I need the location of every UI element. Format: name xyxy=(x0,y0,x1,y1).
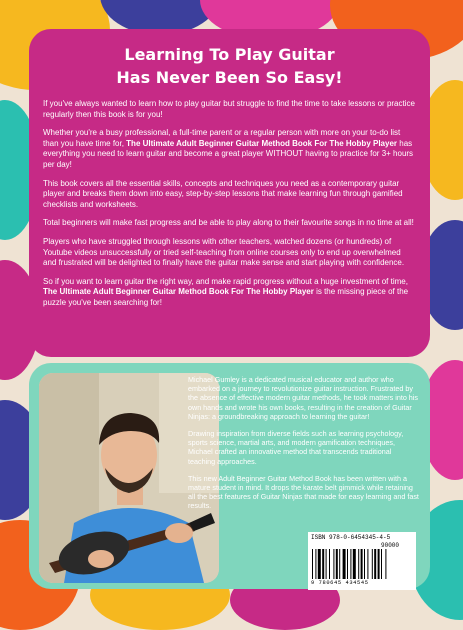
book-title-emphasis: The Ultimate Adult Beginner Guitar Method Book For The Hobby Player xyxy=(43,287,314,297)
author-bio-paragraph-3: This new Adult Beginner Guitar Method Book has been written with a mature student in mind. It drops the karate belt gimmick while retaining all the best features of Guitar Ninjas that made for easy learning and fast results. xyxy=(188,473,419,511)
headline-line-2: Has Never Been So Easy! xyxy=(116,68,343,87)
description-paragraph-6: So if you want to learn guitar the right way, and make rapid progress without a huge investment of time, The Ultimate Adult Beginner Guitar Method Book For The Hobby Player is the missing piece of the puzzle you've been searching for! xyxy=(43,276,409,307)
headline xyxy=(43,43,416,89)
description-paragraph-3: This book covers all the essential skills, concepts and techniques you need as a contemporary guitar player and breaks them down into easy, step-by-step lessons that make learning fun through gamified checklists and worksheets. xyxy=(43,178,403,209)
description-paragraph-1: If you've always wanted to learn how to play guitar but struggle to find the time to take lessons or practice regularly then this book is for you! xyxy=(43,99,415,119)
price-code: 90000 xyxy=(381,542,400,549)
isbn-number: ISBN 978-0-6454345-4-5 xyxy=(311,534,391,541)
description-paragraph-2: Whether you're a busy professional, a full-time parent or a regular person with more on your to-do list than you have time for, The Ultimate Adult Beginner Guitar Method Book For The Hobby Player has everything you need to learn guitar and become a great player WITHOUT having to practice for 3+ hours per day! xyxy=(43,128,414,169)
description-paragraph-5: Players who have struggled through lessons with other teachers, watched dozens (or hundreds) of Youtube videos unsuccessfully or tried self-teaching from online courses only to end up overwhelmed and frustrated will be delighted to finally have the guitar make sense and start playing with confidence. xyxy=(43,236,405,268)
author-bio-paragraph-2: Drawing inspiration from diverse fields such as learning psychology, sports science, martial arts, and modern gamification techniques, Michael crafted an innovative method that transcends traditional teaching approaches. xyxy=(188,429,404,466)
description-panel xyxy=(29,29,430,357)
barcode-bars xyxy=(312,549,412,579)
barcode-digits: 9 780645 434545 xyxy=(311,580,369,586)
description-paragraph-4: Total beginners will make fast progress and be able to play along to their favourite songs in no time at all! xyxy=(43,218,414,228)
author-bio-paragraph-1: Michael Gumley is a dedicated musical educator and author who embarked on a journey to revolutionize guitar instruction. Frustrated by the absence of effective modern guitar methods, he took matters into his own hands and wrote his own books, resulting in the creation of Guitar Ninjas: a groundbreaking approach to learning the guitar! xyxy=(188,375,418,421)
author-bio xyxy=(188,375,420,519)
headline-line-1: Learning To Play Guitar xyxy=(124,45,335,64)
book-title-emphasis: The Ultimate Adult Beginner Guitar Method Book For The Hobby Player xyxy=(126,138,398,148)
isbn-barcode xyxy=(308,532,416,590)
